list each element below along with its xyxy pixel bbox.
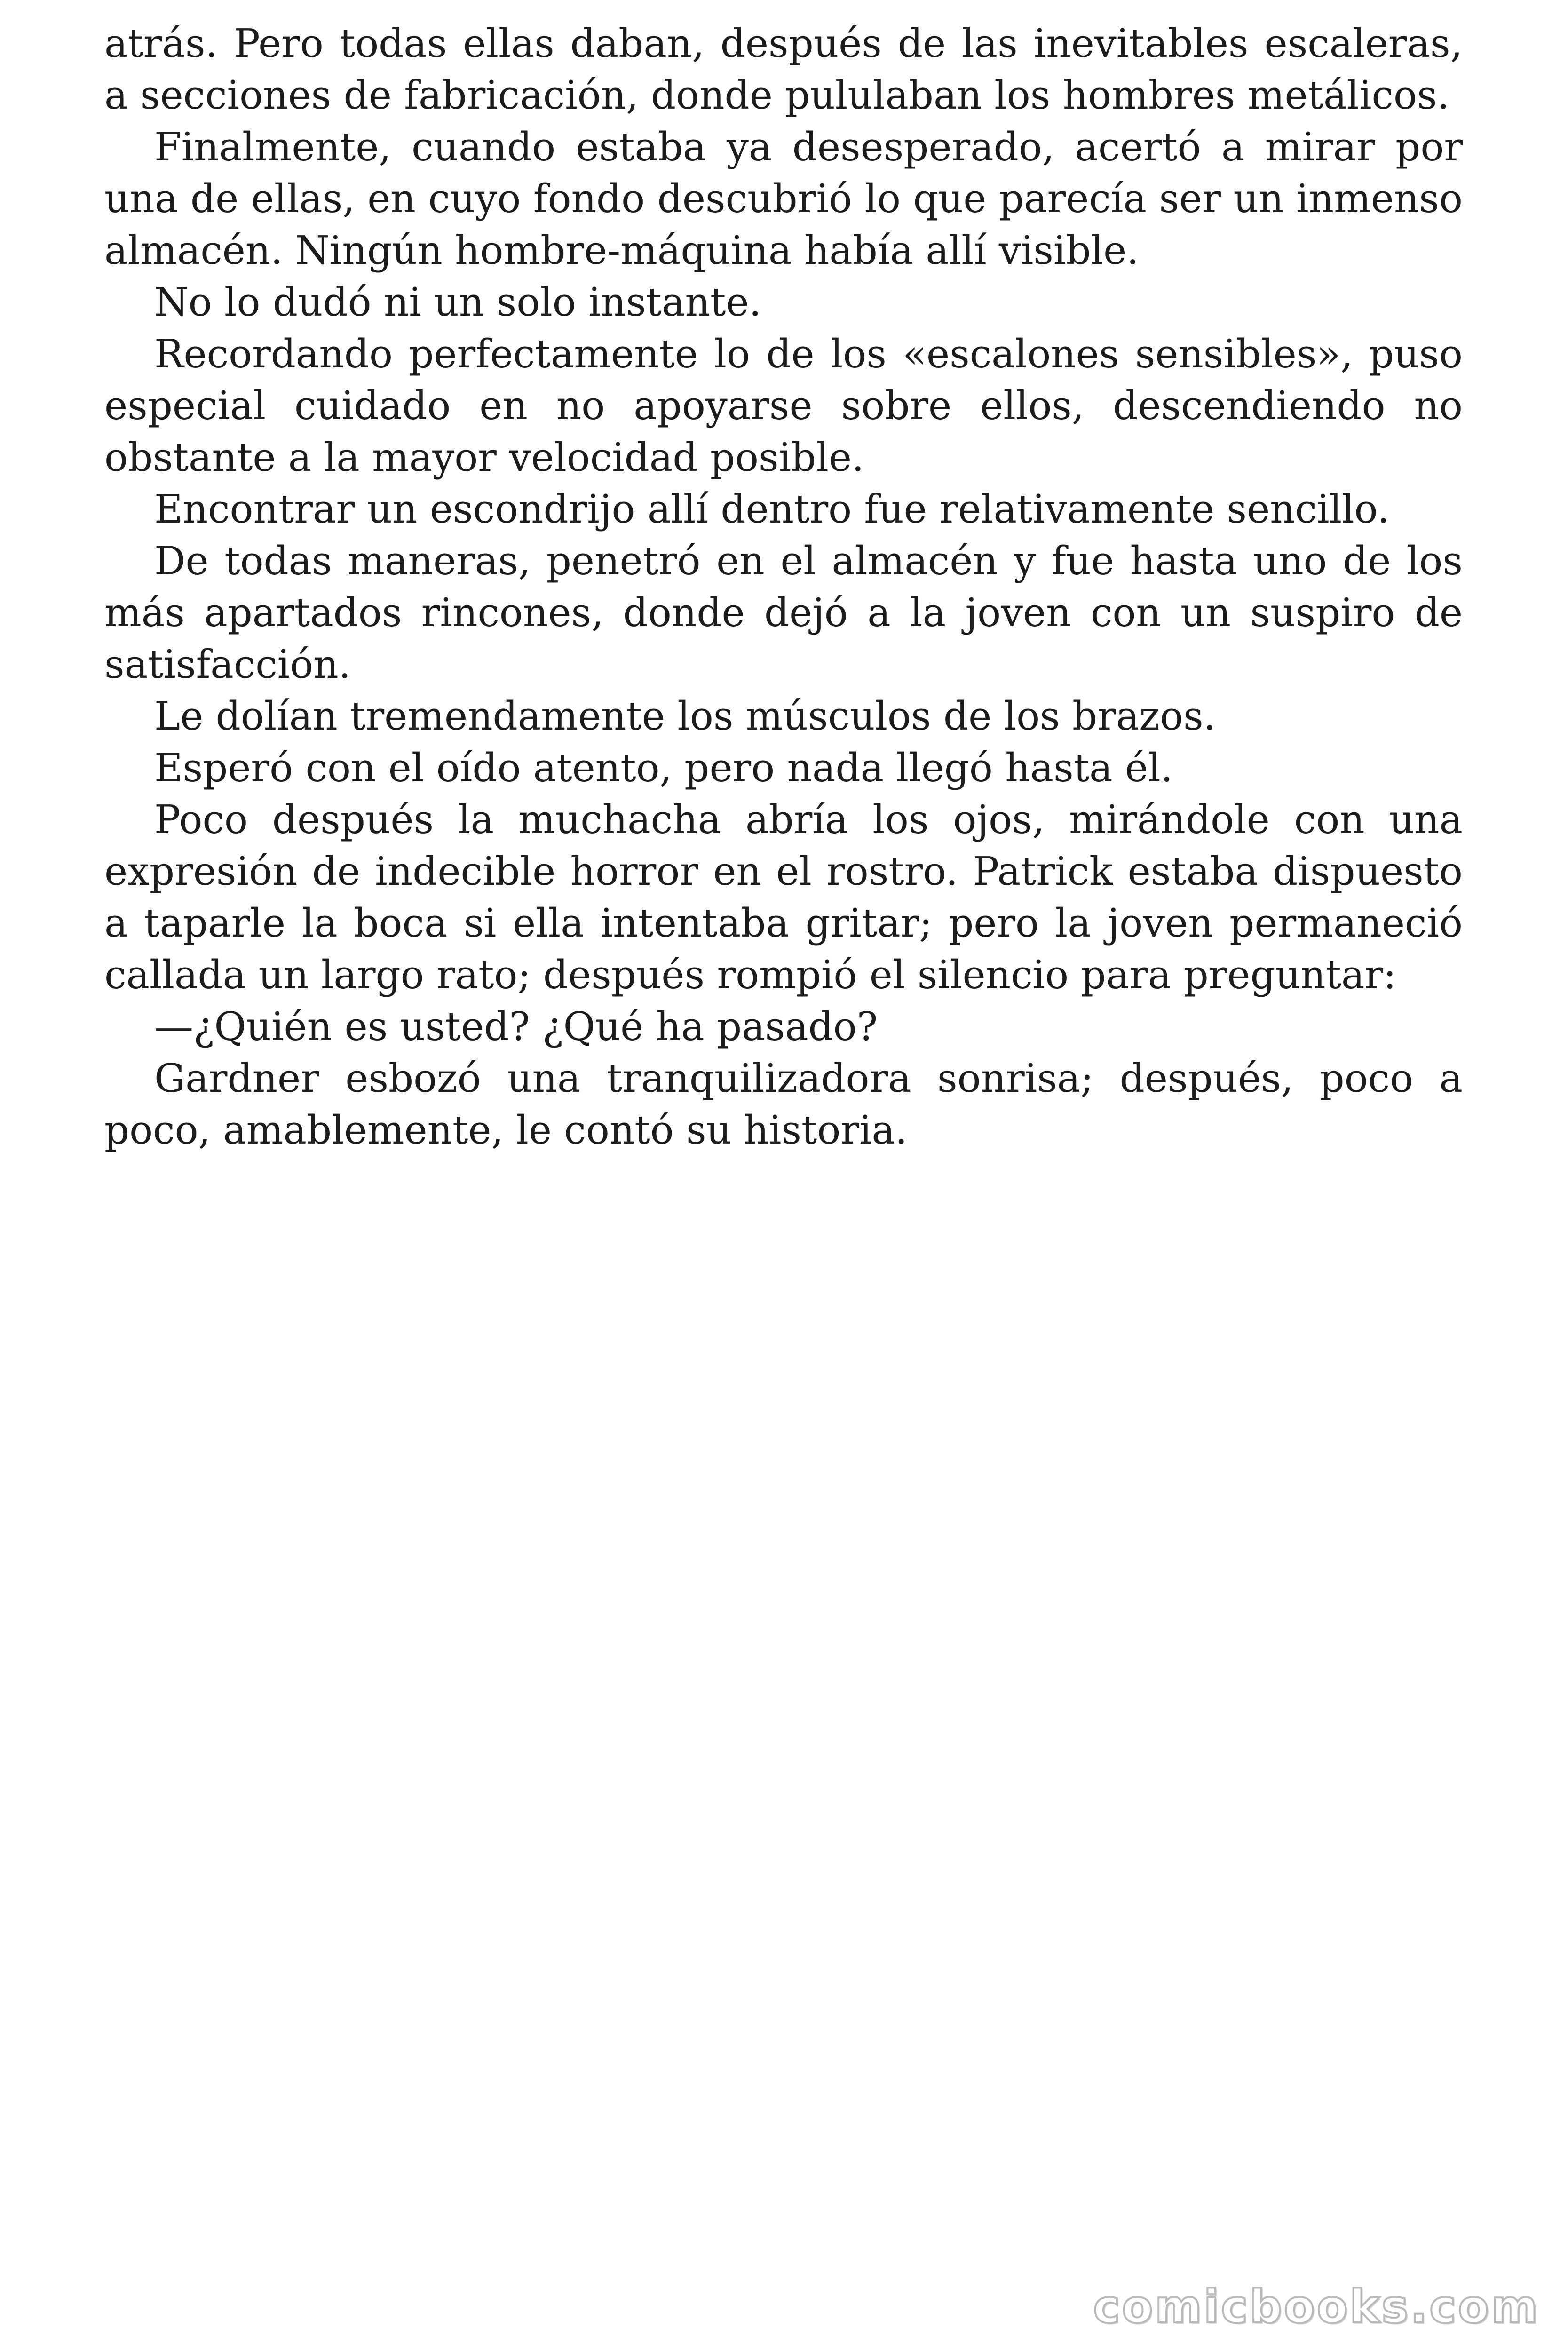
paragraph: atrás. Pero todas ellas daban, después de las inevitables escaleras, a secciones de fabricación, donde pululaban los hombres metálicos.	[104, 21, 1463, 118]
watermark: comicbooks.com	[1093, 2280, 1540, 2333]
paragraph: —¿Quién es usted? ¿Qué ha pasado?	[154, 1004, 878, 1049]
paragraph: Encontrar un escondrijo allí dentro fue relativamente sencillo.	[154, 486, 1390, 532]
paragraph: Finalmente, cuando estaba ya desesperado, acertó a mirar por una de ellas, en cuyo fondo descubrió lo que parecía ser un inmenso almacén. Ningún hombre-máquina había allí visible.	[104, 124, 1463, 273]
paragraph: Le dolían tremendamente los músculos de los brazos.	[154, 693, 1216, 739]
paragraph: Esperó con el oído atento, pero nada llegó hasta él.	[154, 745, 1173, 791]
paragraph: No lo dudó ni un solo instante.	[154, 279, 761, 325]
body-text	[104, 18, 1463, 1156]
paragraph: Recordando perfectamente lo de los «escalones sensibles», puso especial cuidado en no apoyarse sobre ellos, descendiendo no obstante a la mayor velocidad posible.	[104, 331, 1463, 480]
paragraph: Gardner esbozó una tranquilizadora sonrisa; después, poco a poco, amablemente, le contó su historia.	[104, 1056, 1463, 1153]
paragraph: De todas maneras, penetró en el almacén y fue hasta uno de los más apartados rincones, donde dejó a la joven con un suspiro de satisfacción.	[104, 538, 1463, 687]
paragraph: Poco después la muchacha abría los ojos, mirándole con una expresión de indecible horror en el rostro. Patrick estaba dispuesto a taparle la boca si ella intentaba gritar; pero la joven permaneció callada un largo rato; después rompió el silencio para preguntar:	[104, 797, 1463, 998]
